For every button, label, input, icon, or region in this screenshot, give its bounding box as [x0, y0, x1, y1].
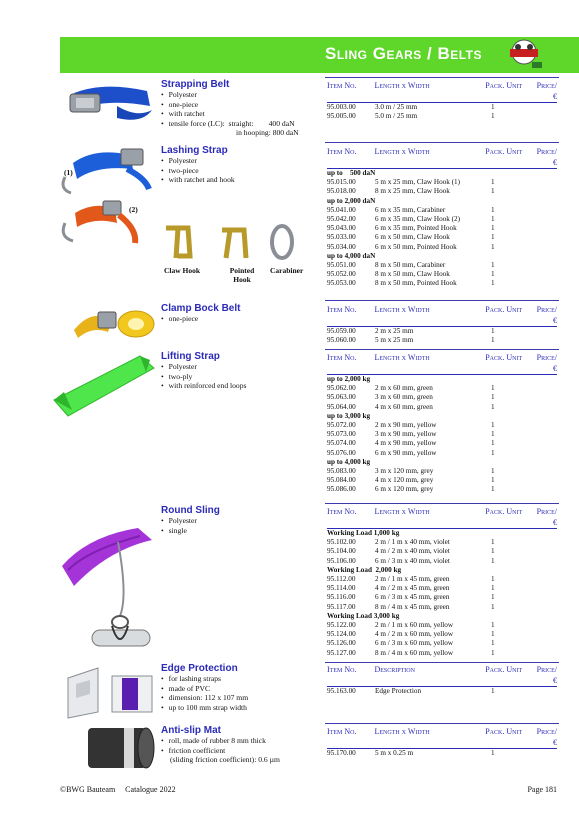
- pack-unit: 1: [491, 687, 495, 695]
- feature-item: • one-piece: [161, 100, 299, 110]
- item-description: 4 m / 2 m x 45 mm, green: [375, 584, 450, 593]
- table-header: [327, 726, 557, 749]
- item-number: 95.018.00: [327, 187, 356, 196]
- item-price: [525, 279, 557, 288]
- table-row: [327, 621, 557, 630]
- feature-item: • two-ply: [161, 372, 247, 382]
- pack-unit: 1: [491, 112, 495, 121]
- item-price: [525, 215, 557, 224]
- item-number: 95.083.00: [327, 467, 356, 476]
- pack-unit: 1: [491, 602, 495, 611]
- feature-item: (sliding friction coefficient): 0.6 µm: [170, 755, 280, 765]
- table-row: [327, 103, 557, 112]
- table-row: [327, 639, 557, 648]
- item-description: 2 m x 60 mm, green: [375, 384, 433, 393]
- table-row: [327, 187, 557, 196]
- feature-item: • Polyester: [161, 362, 247, 372]
- table-row: [327, 439, 557, 448]
- table-row: [327, 476, 557, 485]
- feature-list: [161, 362, 247, 391]
- col-pack-unit: Pack. Unit: [485, 81, 523, 90]
- pack-unit: 1: [491, 621, 495, 630]
- group-label: Working Load 1,000 kg: [327, 529, 400, 537]
- section-divider: [325, 142, 559, 143]
- item-price: [525, 178, 557, 187]
- label-claw-hook: Claw Hook: [164, 266, 201, 275]
- item-description: 8 m x 50 mm, Carabiner: [375, 261, 446, 270]
- table-row: [327, 557, 557, 566]
- item-price: [525, 476, 557, 485]
- lifting-strap-image: [50, 350, 160, 420]
- table-row: [327, 593, 557, 602]
- price-table: [327, 664, 557, 696]
- pack-unit: 1: [491, 327, 495, 335]
- item-description: 8 m x 50 mm, Pointed Hook: [375, 279, 457, 288]
- item-price: [525, 187, 557, 196]
- item-description: 2 m / 1 m x 40 mm, violet: [375, 538, 450, 547]
- table-row: [327, 327, 557, 336]
- table-row: [327, 233, 557, 242]
- pack-unit: 1: [491, 215, 495, 224]
- price-table: [327, 304, 557, 345]
- product-title: Strapping Belt: [161, 79, 230, 90]
- item-price: [525, 557, 557, 566]
- table-row: [327, 603, 557, 612]
- item-description: 6 m / 3 m x 40 mm, violet: [375, 556, 450, 565]
- table-row: [327, 243, 557, 252]
- item-number: 95.086.00: [327, 485, 356, 494]
- table-header: [327, 506, 557, 529]
- table-header: [327, 146, 557, 169]
- feature-item: • two-piece: [161, 166, 235, 176]
- pack-unit: 1: [491, 430, 495, 439]
- item-description: 5 m x 25 mm: [375, 336, 414, 345]
- pack-unit: 1: [491, 547, 495, 556]
- feature-item: • with ratchet: [161, 109, 299, 119]
- pack-unit: 1: [491, 384, 495, 393]
- table-row: [327, 485, 557, 494]
- header-banner: [60, 37, 579, 73]
- group-label: up to 500 daN: [327, 169, 376, 177]
- col-item-no: Item No.: [327, 147, 357, 156]
- item-price: [525, 233, 557, 242]
- lashing-strap-image: [55, 143, 160, 253]
- table-row: [327, 649, 557, 658]
- table-row: [327, 467, 557, 476]
- item-description: 2 m / 1 m x 45 mm, green: [375, 575, 450, 584]
- feature-list: [161, 674, 248, 712]
- group-label: up to 2,000 kg: [327, 375, 371, 383]
- item-price: [525, 639, 557, 648]
- pack-unit: 1: [491, 261, 495, 270]
- pack-unit: 1: [491, 178, 495, 187]
- item-price: [525, 621, 557, 630]
- label-pointed-hook: Pointed Hook: [229, 266, 255, 284]
- price-table: [327, 146, 557, 289]
- group-label: up to 4,000 daN: [327, 251, 376, 260]
- pack-unit: 1: [491, 205, 495, 214]
- table-row: [327, 224, 557, 233]
- footer-copyright: ©BWG Bauteam Catalogue 2022: [60, 785, 176, 794]
- pack-unit: 1: [491, 476, 495, 485]
- feature-item: • with reinforced end loops: [161, 381, 247, 391]
- table-row: [327, 584, 557, 593]
- feature-list: [161, 156, 235, 185]
- item-description: 8 m x 50 mm, Claw Hook: [375, 270, 450, 279]
- item-price: [525, 630, 557, 639]
- table-row: [327, 336, 557, 345]
- item-description: 6 m x 50 mm, Pointed Hook: [375, 242, 457, 251]
- pack-unit: 1: [491, 448, 495, 457]
- table-row: [327, 393, 557, 402]
- section-divider: [325, 662, 559, 663]
- table-row: [327, 687, 557, 696]
- feature-item: • Polyester: [161, 90, 299, 100]
- item-price: [525, 336, 557, 345]
- col-item-no: Item No.: [327, 507, 357, 516]
- table-row: [327, 575, 557, 584]
- feature-item: • tensile force (LC): straight: 400 daN: [161, 119, 299, 129]
- pack-unit: 1: [491, 402, 495, 411]
- item-description: 6 m x 120 mm, grey: [375, 485, 434, 494]
- item-price: [525, 261, 557, 270]
- table-row: [327, 215, 557, 224]
- item-description: Edge Protection: [375, 687, 422, 695]
- section-divider: [325, 300, 559, 301]
- item-price: [525, 467, 557, 476]
- item-price: [525, 485, 557, 494]
- pack-unit: 1: [491, 279, 495, 288]
- pack-unit: 1: [491, 421, 495, 430]
- item-price: [525, 584, 557, 593]
- item-description: 6 m x 35 mm, Pointed Hook: [375, 224, 457, 233]
- feature-item: • dimension: 112 x 107 mm: [161, 693, 248, 703]
- pack-unit: 1: [491, 103, 495, 111]
- table-row: [327, 630, 557, 639]
- item-number: 95.124.00: [327, 630, 356, 639]
- section-divider: [325, 349, 559, 350]
- col-item-no: Item No.: [327, 727, 357, 736]
- table-row: [327, 206, 557, 215]
- pack-unit: 1: [491, 242, 495, 251]
- col-pack-unit: Pack. Unit: [485, 147, 523, 156]
- product-title: Lifting Strap: [161, 351, 220, 362]
- item-description: 8 m x 25 mm, Claw Hook: [375, 187, 450, 196]
- item-number: 95.073.00: [327, 430, 356, 439]
- group-label: up to 4,000 kg: [327, 457, 371, 466]
- feature-list: [161, 314, 198, 324]
- label-two: (2): [129, 205, 138, 214]
- col-item-no: Item No.: [327, 353, 357, 362]
- item-number: 95.052.00: [327, 270, 356, 279]
- col-item-no: Item No.: [327, 665, 357, 674]
- feature-list: [161, 516, 197, 535]
- pack-unit: 1: [491, 224, 495, 233]
- table-row: [327, 430, 557, 439]
- item-description: 4 m / 2 m x 40 mm, violet: [375, 547, 450, 556]
- item-description: 3 m x 90 mm, yellow: [375, 430, 437, 439]
- item-number: 95.003.00: [327, 103, 356, 111]
- item-description: 5 m x 25 mm, Claw Hook (1): [375, 178, 461, 187]
- item-number: 95.114.00: [327, 584, 356, 593]
- table-header: [327, 352, 557, 375]
- round-sling-image: [58, 506, 158, 654]
- item-number: 95.062.00: [327, 384, 356, 393]
- pack-unit: 1: [491, 336, 495, 345]
- item-price: [525, 270, 557, 279]
- item-price: [525, 243, 557, 252]
- pack-unit: 1: [491, 556, 495, 565]
- pack-unit: 1: [491, 575, 495, 584]
- item-number: 95.063.00: [327, 393, 356, 402]
- table-row: [327, 270, 557, 279]
- group-label: Working Load 2,000 kg: [327, 565, 402, 574]
- table-row: [327, 449, 557, 458]
- item-description: 8 m / 4 m x 60 mm, yellow: [375, 648, 454, 657]
- item-price: [525, 449, 557, 458]
- brand-logo: [506, 39, 542, 69]
- item-number: 95.076.00: [327, 448, 356, 457]
- item-description: 4 m x 120 mm, grey: [375, 476, 434, 485]
- table-row: [327, 384, 557, 393]
- price-table: [327, 352, 557, 495]
- pack-unit: 1: [491, 584, 495, 593]
- item-description: 2 m / 1 m x 60 mm, yellow: [375, 621, 454, 630]
- table-header: [327, 80, 557, 103]
- item-description: 5.0 m / 25 mm: [375, 112, 418, 121]
- item-description: 6 m / 3 m x 45 mm, green: [375, 593, 450, 602]
- item-price: [525, 112, 557, 121]
- pack-unit: 1: [491, 393, 495, 402]
- item-description: 3.0 m / 25 mm: [375, 103, 418, 111]
- col-desc: Length x Width: [374, 81, 430, 90]
- table-header: [327, 304, 557, 327]
- pack-unit: 1: [491, 439, 495, 448]
- item-price: [525, 547, 557, 556]
- item-price: [525, 103, 557, 112]
- feature-item: • with ratchet and hook: [161, 175, 235, 185]
- col-desc: Length x Width: [374, 305, 430, 314]
- table-row: [327, 112, 557, 121]
- item-number: 95.072.00: [327, 421, 356, 430]
- item-number: 95.127.00: [327, 648, 356, 657]
- item-description: 8 m / 4 m x 45 mm, green: [375, 602, 450, 611]
- item-price: [525, 206, 557, 215]
- group-label: up to 2,000 daN: [327, 196, 376, 205]
- item-number: 95.074.00: [327, 439, 356, 448]
- col-price: Price/€: [536, 353, 557, 373]
- pack-unit: 1: [491, 233, 495, 242]
- item-description: 4 m / 2 m x 60 mm, yellow: [375, 630, 454, 639]
- product-title: Lashing Strap: [161, 145, 228, 156]
- item-number: 95.104.00: [327, 547, 356, 556]
- item-description: 2 m x 25 mm: [375, 327, 414, 335]
- item-number: 95.015.00: [327, 178, 356, 187]
- clamp-bock-belt-image: [68, 302, 158, 342]
- feature-item: in hooping: 800 daN: [236, 128, 299, 138]
- pack-unit: 1: [491, 648, 495, 657]
- table-row: [327, 279, 557, 288]
- table-header: [327, 664, 557, 687]
- pack-unit: 1: [491, 467, 495, 476]
- item-number: 95.041.00: [327, 205, 356, 214]
- pack-unit: 1: [491, 485, 495, 494]
- pack-unit: 1: [491, 187, 495, 196]
- item-number: 95.163.00: [327, 687, 356, 695]
- pack-unit: 1: [491, 639, 495, 648]
- item-number: 95.034.00: [327, 242, 356, 251]
- feature-item: • single: [161, 526, 197, 536]
- item-number: 95.126.00: [327, 639, 356, 648]
- group-label: up to 3,000 kg: [327, 411, 371, 420]
- product-title: Round Sling: [161, 505, 220, 516]
- table-row: [327, 178, 557, 187]
- item-price: [525, 430, 557, 439]
- label-carabiner: Carabiner: [270, 266, 304, 275]
- col-desc: Description: [374, 665, 415, 674]
- col-price: Price/€: [536, 665, 557, 685]
- item-description: 3 m x 120 mm, grey: [375, 467, 434, 476]
- product-title: Edge Protection: [161, 663, 238, 674]
- item-number: 95.170.00: [327, 749, 356, 757]
- item-number: 95.042.00: [327, 215, 356, 224]
- item-price: [525, 538, 557, 547]
- section-divider: [325, 723, 559, 724]
- item-price: [525, 593, 557, 602]
- page-title: Sling Gears / Belts: [325, 44, 483, 63]
- feature-item: • up to 100 mm strap width: [161, 703, 248, 713]
- col-desc: Length x Width: [374, 507, 430, 516]
- item-price: [525, 224, 557, 233]
- item-number: 95.122.00: [327, 621, 356, 630]
- col-item-no: Item No.: [327, 81, 357, 90]
- item-price: [525, 327, 557, 336]
- col-price: Price/€: [536, 727, 557, 747]
- table-row: [327, 749, 557, 758]
- feature-item: • made of PVC: [161, 684, 248, 694]
- pack-unit: 1: [491, 538, 495, 547]
- table-row: [327, 547, 557, 556]
- col-price: Price/€: [536, 81, 557, 101]
- col-item-no: Item No.: [327, 305, 357, 314]
- item-price: [525, 384, 557, 393]
- feature-item: • roll, made of rubber 8 mm thick: [161, 736, 280, 746]
- item-description: 5 m x 0.25 m: [375, 749, 414, 757]
- hook-types-image: [160, 220, 310, 265]
- table-row: [327, 538, 557, 547]
- feature-list: [161, 736, 280, 765]
- item-number: 95.060.00: [327, 336, 356, 345]
- item-price: [525, 393, 557, 402]
- item-description: 6 m x 35 mm, Claw Hook (2): [375, 215, 461, 224]
- item-price: [525, 603, 557, 612]
- item-number: 95.033.00: [327, 233, 356, 242]
- feature-item: • for lashing straps: [161, 674, 248, 684]
- item-price: [525, 687, 557, 696]
- item-price: [525, 421, 557, 430]
- item-price: [525, 439, 557, 448]
- item-number: 95.084.00: [327, 476, 356, 485]
- feature-item: • Polyester: [161, 156, 235, 166]
- col-desc: Length x Width: [374, 353, 430, 362]
- table-row: [327, 403, 557, 412]
- item-price: [525, 649, 557, 658]
- product-title: Anti-slip Mat: [161, 725, 221, 736]
- feature-item: • Polyester: [161, 516, 197, 526]
- table-row: [327, 261, 557, 270]
- section-divider: [325, 77, 559, 78]
- item-price: [525, 403, 557, 412]
- item-price: [525, 575, 557, 584]
- price-table: [327, 506, 557, 658]
- group-label: Working Load 3,000 kg: [327, 611, 400, 620]
- section-divider: [325, 503, 559, 504]
- col-price: Price/€: [536, 147, 557, 167]
- item-price: [525, 749, 557, 758]
- item-description: 6 m x 35 mm, Carabiner: [375, 205, 446, 214]
- item-description: 6 m x 50 mm, Claw Hook: [375, 233, 450, 242]
- pack-unit: 1: [491, 749, 495, 757]
- col-pack-unit: Pack. Unit: [485, 727, 523, 736]
- item-number: 95.043.00: [327, 224, 356, 233]
- item-number: 95.064.00: [327, 402, 356, 411]
- item-number: 95.106.00: [327, 556, 356, 565]
- item-number: 95.059.00: [327, 327, 356, 335]
- anti-slip-mat-image: [84, 724, 158, 770]
- price-table: [327, 80, 557, 121]
- item-number: 95.112.00: [327, 575, 356, 584]
- item-description: 2 m x 90 mm, yellow: [375, 421, 437, 430]
- strapping-belt-image: [62, 76, 156, 126]
- col-price: Price/€: [536, 305, 557, 325]
- label-one: (1): [64, 168, 73, 177]
- item-number: 95.053.00: [327, 279, 356, 288]
- item-description: 6 m / 3 m x 60 mm, yellow: [375, 639, 454, 648]
- col-desc: Length x Width: [374, 727, 430, 736]
- product-title: Clamp Bock Belt: [161, 303, 241, 314]
- col-pack-unit: Pack. Unit: [485, 665, 523, 674]
- col-pack-unit: Pack. Unit: [485, 507, 523, 516]
- pack-unit: 1: [491, 630, 495, 639]
- item-number: 95.005.00: [327, 112, 356, 121]
- edge-protection-image: [62, 664, 158, 722]
- item-number: 95.102.00: [327, 538, 356, 547]
- col-desc: Length x Width: [374, 147, 430, 156]
- price-table: [327, 726, 557, 758]
- item-description: 4 m x 90 mm, yellow: [375, 439, 437, 448]
- feature-item: • one-piece: [161, 314, 198, 324]
- footer-page-number: Page 181: [527, 785, 557, 794]
- item-number: 95.116.00: [327, 593, 356, 602]
- pack-unit: 1: [491, 593, 495, 602]
- item-number: 95.117.00: [327, 602, 356, 611]
- item-number: 95.051.00: [327, 261, 356, 270]
- pack-unit: 1: [491, 270, 495, 279]
- feature-item: • friction coefficient: [161, 746, 280, 756]
- item-description: 4 m x 60 mm, green: [375, 402, 433, 411]
- col-pack-unit: Pack. Unit: [485, 305, 523, 314]
- col-price: Price/€: [536, 507, 557, 527]
- item-description: 3 m x 60 mm, green: [375, 393, 433, 402]
- item-description: 6 m x 90 mm, yellow: [375, 448, 437, 457]
- table-row: [327, 421, 557, 430]
- feature-list: [161, 90, 299, 138]
- col-pack-unit: Pack. Unit: [485, 353, 523, 362]
